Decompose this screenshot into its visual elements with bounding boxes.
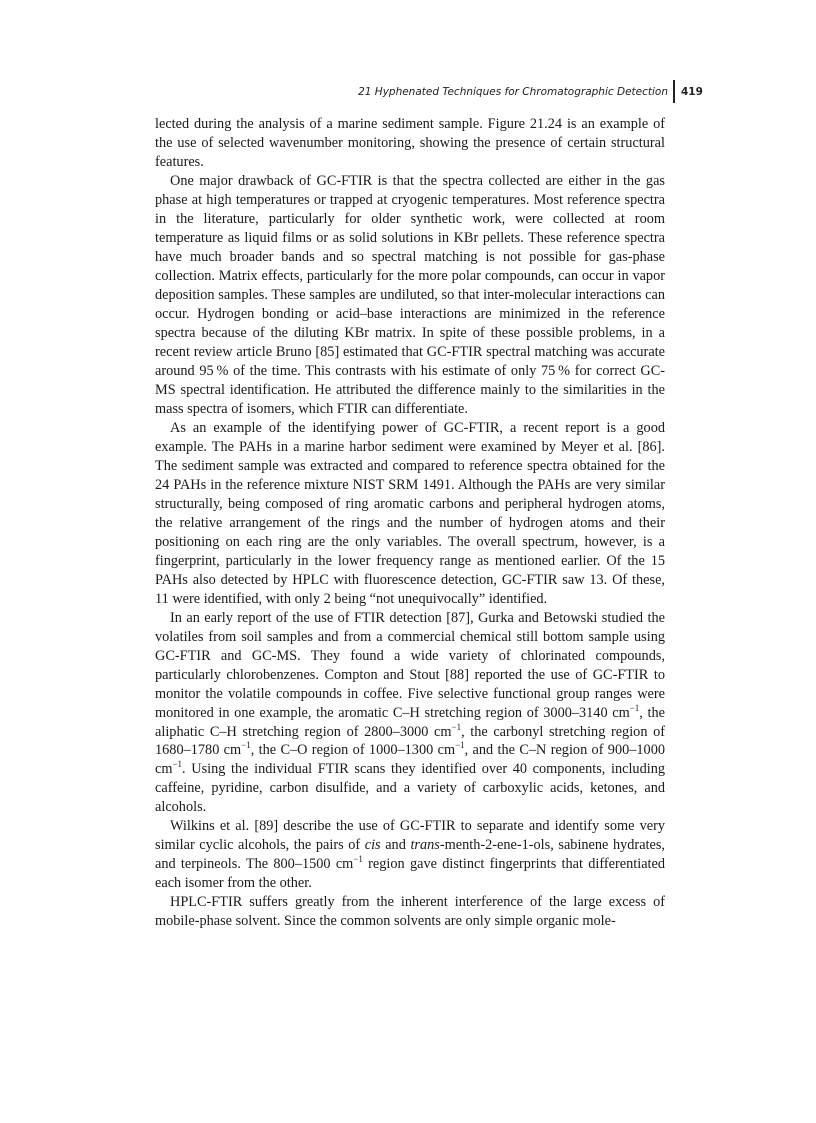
italic-cis: cis: [364, 837, 381, 854]
paragraph-3: As an example of the identifying power of GC-FTIR, a recent report is a good example. The PAHs in a marine harbor sediment were examined by Meyer et al. [86]. The sediment sample was extracted and compared to reference spectra obtained for the 24 PAHs in the reference mixture NIST SRM 1491. Although the PAHs are very similar structurally, being composed of ring aromatic carbons and peripheral hydrogen atoms, the relative arrangement of the rings and the number of hydrogen atoms and their positioning on each ring are the only variables. The overall spectrum, however, is a fingerprint, particularly in the lower frequency range as mentioned earlier. Of the 15 PAHs also detected by HPLC with fluorescence detection, GC-FTIR saw 13. Of these, 11 were identified, with only 2 being “not unequivocally” identified.: [155, 419, 665, 607]
paragraph-5-text: Wilkins et al. [89] describe the use of GC-FTIR to separate and identify some very similar cyclic alcohols, the pairs of: [155, 818, 665, 854]
paragraph-1: lected during the analysis of a marine sediment sample. Figure 21.24 is an example of the use of selected wavenumber monitoring, showing the presence of certain structural features.: [155, 116, 665, 170]
paragraph-4-text: , and the C–N region of 900–1000 cm: [155, 742, 665, 778]
paragraph-5-text: -menth-2-ene-1-ols, sabinene hydrates, and terpineols. The 800–1500 cm: [155, 837, 665, 873]
superscript: −1: [353, 854, 363, 865]
paragraph-4-text: , the aliphatic C–H stretching region of 2800–3000 cm: [155, 704, 665, 740]
paragraph-5-text: and: [380, 837, 411, 854]
header-rule: [673, 80, 675, 103]
paragraph-2: One major drawback of GC-FTIR is that the spectra collected are either in the gas phase at high temperatures or trapped at cryogenic temperatures. Most reference spectra in the literature, particularly for older synthetic work, were collected at room temperature as liquid films or as solid solutions in KBr pellets. These reference spectra have much broader bands and so spectral matching is not possible for gas-phase collection. Matrix effects, particularly for the more polar compounds, can occur in vapor deposition samples. These samples are undiluted, so that inter-molecular interactions can occur. Hydrogen bonding or acid–base interactions are minimized in the reference spectra because of the diluting KBr matrix. In spite of these possible problems, in a recent review article Bruno [85] estimated that GC-FTIR spectral matching was accurate around 95 % of the time. This contrasts with his estimate of only 75 % for correct GC-MS spectral identification. He attributed the difference mainly to the similarities in the mass spectra of isomers, which FTIR can differentiate.: [155, 172, 665, 417]
running-head: 21 Hyphenated Techniques for Chromatographic Detection: [358, 86, 668, 98]
superscript: −1: [455, 740, 465, 751]
paragraph-5: [155, 817, 665, 893]
page-number: 419: [681, 86, 703, 98]
paragraph-4: [155, 609, 665, 818]
paragraph-6: HPLC-FTIR suffers greatly from the inherent interference of the large excess of mobile-phase solvent. Since the common solvents are only simple organic mole-: [155, 894, 665, 930]
paragraph-4-text: , the C–O region of 1000–1300 cm: [250, 742, 456, 759]
text-body: [155, 115, 665, 931]
paragraph-4-text: In an early report of the use of FTIR detection [87], Gurka and Betowski studied the volatiles from soil samples and from a commercial chemical still bottom sample using GC-FTIR and GC-MS. They found a wide variety of chlorinated compounds, particularly chlorobenzenes. Compton and Stout [88] reported the use of GC-FTIR to monitor the volatile compounds in coffee. Five selective functional group ranges were monitored in one example, the aromatic C–H stretching region of 3000–3140 cm: [155, 609, 665, 721]
superscript: −1: [172, 759, 183, 770]
superscript: −1: [451, 721, 462, 732]
superscript: −1: [629, 702, 640, 713]
paragraph-4-text: , the carbonyl stretching region of 1680–1780 cm: [155, 723, 665, 759]
paragraph-4-text: . Using the individual FTIR scans they identified over 40 components, including caffeine, pyridine, carbon disulfide, and a variety of carboxylic acids, ketones, and alcohols.: [155, 761, 665, 816]
italic-trans: trans: [410, 837, 440, 854]
superscript: −1: [241, 740, 251, 751]
paragraph-5-text: region gave distinct fingerprints that differentiated each isomer from the other.: [155, 856, 666, 892]
